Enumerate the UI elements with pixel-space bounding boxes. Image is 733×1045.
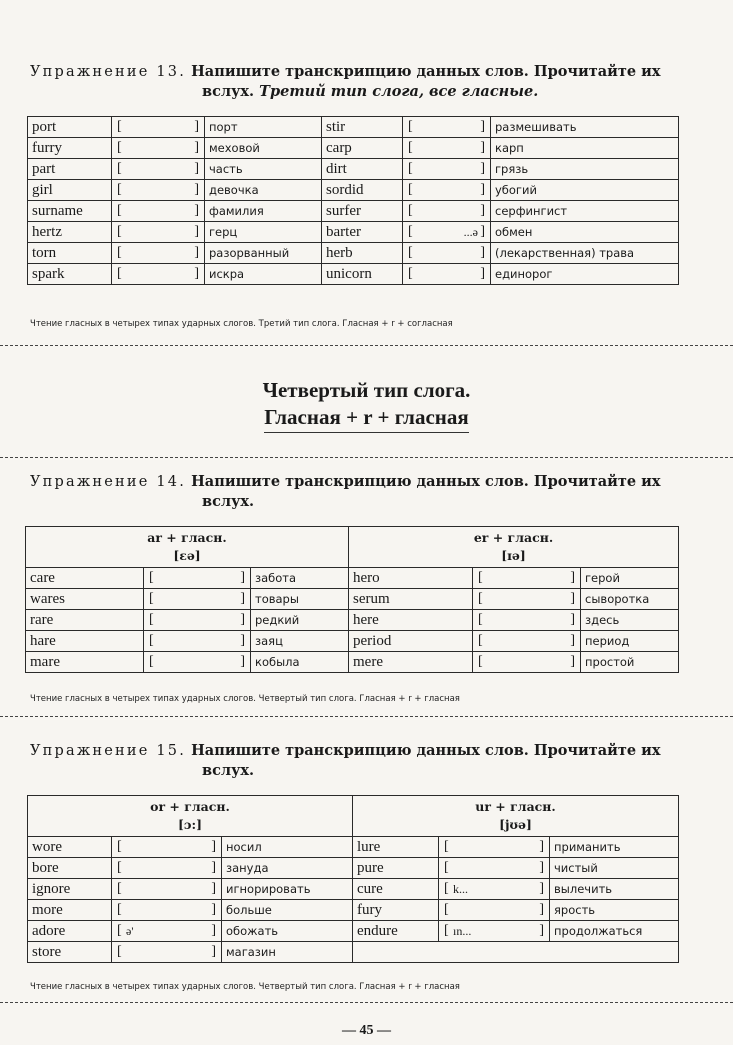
exercise-15-table [27,795,679,963]
open-bracket: [ [117,182,122,197]
english-word: dirt [322,159,403,180]
exercise-13-caption: Чтение гласных в четырех типах ударных слогов. Третий тип слога. Гласная + r + согласная [30,319,453,329]
russian-translation: искра [205,264,322,285]
english-word: period [349,631,473,652]
close-bracket: ] [570,570,576,585]
table-row [28,879,679,900]
open-bracket: [ [149,633,154,648]
english-word: hertz [28,222,112,243]
open-bracket: [ [408,140,413,155]
open-bracket: [ [117,245,122,260]
russian-translation: карп [491,138,679,159]
transcription-cell[interactable] [112,180,205,201]
transcription-prefix: k... [453,882,469,896]
close-bracket: ] [480,203,485,218]
open-bracket: [ [117,224,122,239]
open-bracket: [ [444,881,449,896]
open-bracket: [ [408,245,413,260]
open-bracket: [ [478,654,483,669]
russian-translation: сыворотка [581,589,679,610]
open-bracket: [ [478,570,483,585]
dashed-divider [0,716,733,717]
transcription-cell[interactable] [473,610,581,631]
russian-translation: (лекарственная) трава [491,243,679,264]
transcription-cell[interactable] [112,222,205,243]
transcription-cell[interactable] [112,879,222,900]
close-bracket: ] [240,654,245,669]
transcription-cell[interactable] [112,858,222,879]
close-bracket: ] [539,902,545,917]
close-bracket: ] [570,654,576,669]
dashed-divider [0,345,733,346]
english-word: sordid [322,180,403,201]
header-transcription: [jʊə] [499,817,532,832]
table-row [28,138,679,159]
transcription-cell[interactable] [473,652,581,673]
transcription-cell[interactable] [473,568,581,589]
open-bracket: [ [444,902,449,917]
close-bracket: ] [570,591,576,606]
close-bracket: ] [194,203,199,218]
dashed-divider [0,457,733,458]
open-bracket: [ [117,944,122,959]
english-word: unicorn [322,264,403,285]
russian-translation: единорог [491,264,679,285]
close-bracket: ] [480,224,485,239]
english-word: pure [353,858,439,879]
english-word: more [28,900,112,921]
table-row [28,243,679,264]
open-bracket: [ [444,839,449,854]
close-bracket: ] [211,944,216,959]
russian-translation: обмен [491,222,679,243]
close-bracket: ] [194,140,199,155]
open-bracket: [ [149,570,154,585]
transcription-prefix: ə' [126,924,134,938]
exercise-14-label: Упражнение 14. [30,474,187,490]
russian-translation: меховой [205,138,322,159]
russian-translation: серфингист [491,201,679,222]
english-word: herb [322,243,403,264]
close-bracket: ] [480,266,485,281]
transcription-suffix: ...ə [463,225,478,239]
russian-translation: порт [205,117,322,138]
header-pattern: ur + гласн. [475,799,556,814]
english-word: mare [26,652,144,673]
english-word: care [26,568,144,589]
open-bracket: [ [117,860,122,875]
close-bracket: ] [194,182,199,197]
table-row [26,610,679,631]
exercise-14-title [30,472,690,512]
english-word: port [28,117,112,138]
russian-translation: период [581,631,679,652]
russian-translation: убогий [491,180,679,201]
transcription-cell[interactable] [439,837,550,858]
open-bracket: [ [478,612,483,627]
close-bracket: ] [480,140,485,155]
russian-translation: обожать [222,921,353,942]
close-bracket: ] [570,612,576,627]
russian-translation: заяц [251,631,349,652]
exercise-14-caption: Чтение гласных в четырех типах ударных слогов. Четвертый тип слога. Гласная + r + гласная [30,694,460,704]
open-bracket: [ [117,923,122,938]
open-bracket: [ [117,266,122,281]
exercise-15-cont-text: вслух. [202,762,255,779]
english-word: part [28,159,112,180]
close-bracket: ] [539,860,545,875]
table-header-or [28,796,353,837]
exercise-15-caption: Чтение гласных в четырех типах ударных слогов. Четвертый тип слога. Гласная + r + гласная [30,982,460,992]
english-word: endure [353,921,439,942]
transcription-cell[interactable] [403,264,491,285]
table-row [26,652,679,673]
dashed-divider [0,1002,733,1003]
exercise-13-instruction: Напишите транскрипцию данных слов. Прочитайте их [191,63,661,80]
english-word: girl [28,180,112,201]
header-transcription: [ɔ:] [177,817,203,832]
exercise-13-title [30,62,690,102]
russian-translation: здесь [581,610,679,631]
close-bracket: ] [539,923,545,938]
close-bracket: ] [480,119,485,134]
transcription-cell[interactable] [403,117,491,138]
transcription-cell[interactable] [112,921,222,942]
header-transcription: [ɛə] [173,548,201,563]
russian-translation: фамилия [205,201,322,222]
close-bracket: ] [211,860,216,875]
english-word: here [349,610,473,631]
exercise-13-label: Упражнение 13. [30,64,187,80]
close-bracket: ] [539,839,545,854]
close-bracket: ] [480,245,485,260]
english-word: lure [353,837,439,858]
open-bracket: [ [444,923,449,938]
open-bracket: [ [408,224,413,239]
exercise-15-title [30,741,690,781]
transcription-cell[interactable] [439,921,550,942]
open-bracket: [ [408,203,413,218]
english-word: serum [349,589,473,610]
exercise-15-label: Упражнение 15. [30,743,187,759]
open-bracket: [ [478,633,483,648]
english-word: adore [28,921,112,942]
transcription-cell[interactable] [403,243,491,264]
russian-translation: разорванный [205,243,322,264]
open-bracket: [ [117,161,122,176]
transcription-cell[interactable] [112,900,222,921]
close-bracket: ] [194,224,199,239]
transcription-cell[interactable] [144,568,251,589]
section-heading-line2: Гласная + r + гласная [264,404,468,433]
russian-translation: магазин [222,942,353,963]
english-word: carp [322,138,403,159]
english-word: wares [26,589,144,610]
english-word: hero [349,568,473,589]
table-row [26,589,679,610]
transcription-cell[interactable] [112,942,222,963]
close-bracket: ] [480,161,485,176]
russian-translation: зануда [222,858,353,879]
english-word: rare [26,610,144,631]
transcription-cell[interactable] [403,180,491,201]
russian-translation: грязь [491,159,679,180]
english-word: barter [322,222,403,243]
close-bracket: ] [211,839,216,854]
close-bracket: ] [240,612,245,627]
transcription-cell[interactable] [112,138,205,159]
table-row [28,180,679,201]
russian-translation: девочка [205,180,322,201]
table-row [28,117,679,138]
table-row [28,900,679,921]
empty-cell [353,942,679,963]
table-row [28,201,679,222]
exercise-14-cont-text: вслух. [202,493,255,510]
page-number: — 45 — [342,1023,391,1038]
exercise-13-table [27,116,679,285]
open-bracket: [ [149,612,154,627]
table-row [28,921,679,942]
exercise-15-instruction: Напишите транскрипцию данных слов. Прочитайте их [191,742,661,759]
exercise-14-table [25,526,679,673]
open-bracket: [ [149,591,154,606]
open-bracket: [ [149,654,154,669]
transcription-cell[interactable] [112,243,205,264]
russian-translation: герц [205,222,322,243]
russian-translation: забота [251,568,349,589]
transcription-cell[interactable] [112,264,205,285]
table-header-ur [353,796,679,837]
table-row [28,942,679,963]
open-bracket: [ [408,182,413,197]
close-bracket: ] [211,902,216,917]
close-bracket: ] [480,182,485,197]
english-word: bore [28,858,112,879]
close-bracket: ] [570,633,576,648]
table-row [28,837,679,858]
close-bracket: ] [240,591,245,606]
transcription-cell[interactable] [439,858,550,879]
open-bracket: [ [117,140,122,155]
open-bracket: [ [444,860,449,875]
header-pattern: er + гласн. [473,530,554,545]
table-header-er [349,527,679,568]
exercise-13-cont-text: вслух. [202,83,255,100]
english-word: spark [28,264,112,285]
open-bracket: [ [478,591,483,606]
table-row [26,568,679,589]
russian-translation: часть [205,159,322,180]
transcription-cell[interactable] [473,589,581,610]
english-word: mere [349,652,473,673]
table-row [28,222,679,243]
english-word: fury [353,900,439,921]
table-row [28,858,679,879]
open-bracket: [ [408,266,413,281]
english-word: hare [26,631,144,652]
transcription-cell[interactable] [403,201,491,222]
russian-translation: ярость [550,900,679,921]
transcription-cell[interactable] [112,201,205,222]
russian-translation: приманить [550,837,679,858]
close-bracket: ] [194,161,199,176]
section-heading [0,377,733,433]
transcription-cell[interactable] [112,837,222,858]
transcription-cell[interactable] [403,159,491,180]
english-word: stir [322,117,403,138]
close-bracket: ] [539,881,545,896]
russian-translation: чистый [550,858,679,879]
russian-translation: товары [251,589,349,610]
russian-translation: вылечить [550,879,679,900]
open-bracket: [ [408,161,413,176]
close-bracket: ] [211,881,216,896]
english-word: cure [353,879,439,900]
transcription-prefix: ın... [453,924,472,938]
russian-translation: герой [581,568,679,589]
header-pattern: or + гласн. [150,799,230,814]
russian-translation: простой [581,652,679,673]
exercise-13-continuation [30,82,690,102]
russian-translation: продолжаться [550,921,679,942]
header-pattern: ar + гласн. [147,530,227,545]
close-bracket: ] [240,633,245,648]
english-word: torn [28,243,112,264]
english-word: furry [28,138,112,159]
open-bracket: [ [117,119,122,134]
table-row [26,631,679,652]
russian-translation: кобыла [251,652,349,673]
english-word: wore [28,837,112,858]
exercise-13-italic-note: Третий тип слога, все гласные. [259,83,539,100]
close-bracket: ] [211,923,216,938]
transcription-cell[interactable] [439,879,550,900]
russian-translation: размешивать [491,117,679,138]
transcription-cell[interactable] [144,652,251,673]
header-transcription: [ɪə] [501,548,526,563]
open-bracket: [ [117,881,122,896]
section-heading-line1: Четвертый тип слога. [262,378,471,402]
transcription-cell[interactable] [439,900,550,921]
close-bracket: ] [194,119,199,134]
transcription-cell[interactable] [112,159,205,180]
transcription-cell[interactable] [473,631,581,652]
transcription-cell[interactable] [144,610,251,631]
transcription-cell[interactable] [144,631,251,652]
transcription-cell[interactable] [403,222,491,243]
table-row [28,264,679,285]
close-bracket: ] [194,266,199,281]
russian-translation: редкий [251,610,349,631]
russian-translation: игнорировать [222,879,353,900]
transcription-cell[interactable] [144,589,251,610]
english-word: store [28,942,112,963]
open-bracket: [ [408,119,413,134]
english-word: surname [28,201,112,222]
close-bracket: ] [240,570,245,585]
open-bracket: [ [117,902,122,917]
open-bracket: [ [117,839,122,854]
exercise-14-instruction: Напишите транскрипцию данных слов. Прочитайте их [191,473,661,490]
english-word: ignore [28,879,112,900]
russian-translation: носил [222,837,353,858]
russian-translation: больше [222,900,353,921]
transcription-cell[interactable] [403,138,491,159]
close-bracket: ] [194,245,199,260]
open-bracket: [ [117,203,122,218]
table-row [28,159,679,180]
transcription-cell[interactable] [112,117,205,138]
table-header-ar [26,527,349,568]
english-word: surfer [322,201,403,222]
